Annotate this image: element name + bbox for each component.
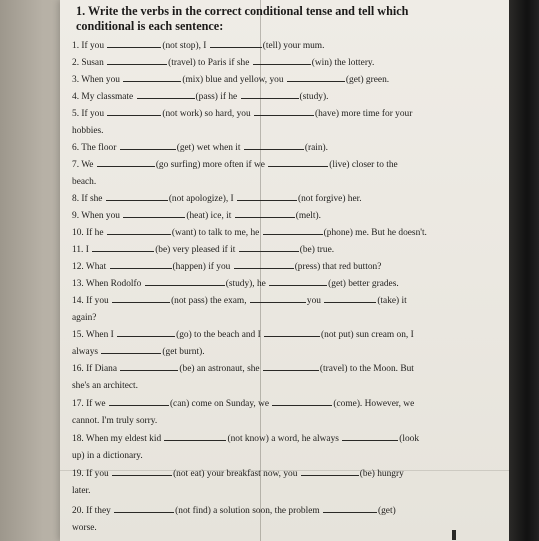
item-text: (tell) your mum. [262, 41, 325, 51]
answer-blank[interactable] [323, 503, 377, 513]
answer-blank[interactable] [301, 466, 359, 476]
exercise-item-14 [72, 293, 462, 327]
answer-blank[interactable] [101, 344, 161, 354]
item-text: (win) the lottery. [311, 58, 375, 68]
exercise-item-8 [72, 191, 462, 208]
item-text: (happen) if you [172, 262, 233, 272]
item-text: 17. If we [72, 399, 108, 409]
exercise-item-2 [72, 55, 462, 72]
exercise-item-12 [72, 259, 462, 276]
exercise-item-10 [72, 225, 462, 242]
item-text: 10. If he [72, 228, 106, 238]
item-text: always [72, 347, 101, 357]
item-text: (phone) me. But he doesn't. [323, 228, 427, 238]
item-text: worse. [72, 523, 97, 533]
item-text: 1. If you [72, 41, 107, 51]
answer-blank[interactable] [269, 276, 327, 286]
exercise-item-9 [72, 208, 462, 225]
item-text: (be) very pleased if it [155, 245, 238, 255]
item-text: (not eat) your breakfast now, you [173, 469, 300, 479]
item-text: (be) true. [299, 245, 335, 255]
item-text: (melt). [295, 211, 321, 221]
item-text: 18. When my eldest kid [72, 434, 164, 444]
answer-blank[interactable] [92, 242, 154, 252]
item-text: 13. When Rodolfo [72, 279, 144, 289]
answer-blank[interactable] [253, 55, 311, 65]
answer-blank[interactable] [145, 276, 225, 286]
item-text: (study). [299, 92, 329, 102]
item-text: (get) green. [345, 75, 390, 85]
item-text: 11. I [72, 245, 92, 255]
item-text: (have) more time for your [315, 109, 413, 119]
item-text: (travel) to the Moon. But [319, 364, 414, 374]
item-text: (go surfing) more often if we [155, 160, 268, 170]
item-text: (come). However, we [333, 399, 415, 409]
item-text: beach. [72, 177, 97, 187]
answer-blank[interactable] [210, 38, 262, 48]
answer-blank[interactable] [137, 89, 195, 99]
item-text: (not forgive) her. [297, 194, 362, 204]
item-text: (be) hungry [359, 469, 404, 479]
item-text: (get) wet when it [176, 143, 243, 153]
item-text: (not work) so hard, you [162, 109, 253, 119]
answer-blank[interactable] [235, 208, 295, 218]
item-text: (study), he [225, 279, 269, 289]
exercise-item-13 [72, 276, 462, 293]
exercise-item-4 [72, 89, 462, 106]
exercise-item-20 [72, 503, 462, 537]
answer-blank[interactable] [264, 327, 320, 337]
item-text: hobbies. [72, 126, 104, 136]
item-text: up) in a dictionary. [72, 451, 143, 461]
item-text: (get) better grades. [328, 279, 399, 289]
answer-blank[interactable] [263, 361, 319, 371]
exercise-heading: 1. Write the verbs in the correct conditional tense and tell which conditional is each sentence: [76, 4, 409, 33]
exercise-item-15 [72, 327, 462, 361]
answer-blank[interactable] [272, 396, 332, 406]
item-text: 3. When you [72, 75, 123, 85]
item-text: 5. If you [72, 109, 107, 119]
answer-blank[interactable] [120, 361, 178, 371]
item-text: (get) [378, 506, 396, 516]
answer-blank[interactable] [123, 72, 181, 82]
item-text: again? [72, 313, 97, 323]
item-text: (not pass) the exam, [171, 296, 249, 306]
binder-clip [452, 530, 456, 540]
exercise-item-7 [72, 157, 462, 191]
answer-blank[interactable] [107, 106, 161, 116]
answer-blank[interactable] [112, 466, 172, 476]
item-text: (rain). [304, 143, 328, 153]
item-text: (press) that red button? [294, 262, 382, 272]
answer-blank[interactable] [241, 89, 299, 99]
answer-blank[interactable] [114, 503, 174, 513]
item-text: (not put) sun cream on, I [321, 330, 414, 340]
item-text: (get burnt). [162, 347, 205, 357]
item-text: (can) come on Sunday, we [169, 399, 272, 409]
item-text: 6. The floor [72, 143, 119, 153]
item-text: (heat) ice, it [186, 211, 234, 221]
item-text: (live) closer to the [329, 160, 398, 170]
answer-blank[interactable] [97, 157, 155, 167]
item-text: you [306, 296, 324, 306]
item-text: 12. What [72, 262, 109, 272]
item-text: 8. If she [72, 194, 105, 204]
answer-blank[interactable] [239, 242, 299, 252]
answer-blank[interactable] [107, 38, 161, 48]
item-text: (want) to talk to me, he [171, 228, 262, 238]
item-text: 7. We [72, 160, 96, 170]
answer-blank[interactable] [254, 106, 314, 116]
answer-blank[interactable] [263, 225, 323, 235]
answer-blank[interactable] [268, 157, 328, 167]
exercise-item-16 [72, 361, 462, 395]
exercise-item-3 [72, 72, 462, 89]
item-text: 2. Susan [72, 58, 107, 68]
item-text: (not know) a word, he always [227, 434, 342, 444]
item-text: (not apologize), I [168, 194, 236, 204]
answer-blank[interactable] [112, 293, 170, 303]
item-text: 16. If Diana [72, 364, 120, 374]
exercise-item-18 [72, 431, 462, 465]
answer-blank[interactable] [107, 225, 171, 235]
exercise-item-6 [72, 140, 462, 157]
exercise-item-5 [72, 106, 462, 140]
item-text: (not find) a solution soon, the problem [175, 506, 322, 516]
item-text: 9. When you [72, 211, 123, 221]
item-text: (go) to the beach and I [176, 330, 264, 340]
answer-blank[interactable] [244, 140, 304, 150]
answer-blank[interactable] [106, 191, 168, 201]
exercise-item-17 [72, 396, 462, 430]
item-text: she's an architect. [72, 381, 138, 391]
item-text: 20. If they [72, 506, 114, 516]
item-text: 4. My classmate [72, 92, 136, 102]
answer-blank[interactable] [123, 208, 185, 218]
answer-blank[interactable] [164, 431, 226, 441]
answer-blank[interactable] [287, 72, 345, 82]
worksheet-page [60, 0, 510, 541]
item-text: (travel) to Paris if she [168, 58, 252, 68]
item-text: 14. If you [72, 296, 112, 306]
exercise-item-1 [72, 38, 462, 55]
answer-blank[interactable] [117, 327, 175, 337]
answer-blank[interactable] [109, 396, 169, 406]
answer-blank[interactable] [342, 431, 398, 441]
answer-blank[interactable] [250, 293, 306, 303]
item-text: later. [72, 486, 91, 496]
answer-blank[interactable] [237, 191, 297, 201]
item-text: 15. When I [72, 330, 117, 340]
item-text: (take) it [377, 296, 407, 306]
item-text: (look [399, 434, 420, 444]
item-text: (mix) blue and yellow, you [182, 75, 286, 85]
exercise-item-11 [72, 242, 462, 259]
answer-blank[interactable] [120, 140, 176, 150]
answer-blank[interactable] [234, 259, 294, 269]
answer-blank[interactable] [110, 259, 172, 269]
item-text: cannot. I'm truly sorry. [72, 416, 158, 426]
binder-spine [509, 0, 539, 541]
item-text: (not stop), I [162, 41, 209, 51]
item-text: 19. If you [72, 469, 112, 479]
exercise-item-19 [72, 466, 462, 500]
answer-blank[interactable] [107, 55, 167, 65]
item-text: (pass) if he [195, 92, 240, 102]
answer-blank[interactable] [324, 293, 376, 303]
item-text: (be) an astronaut, she [179, 364, 262, 374]
